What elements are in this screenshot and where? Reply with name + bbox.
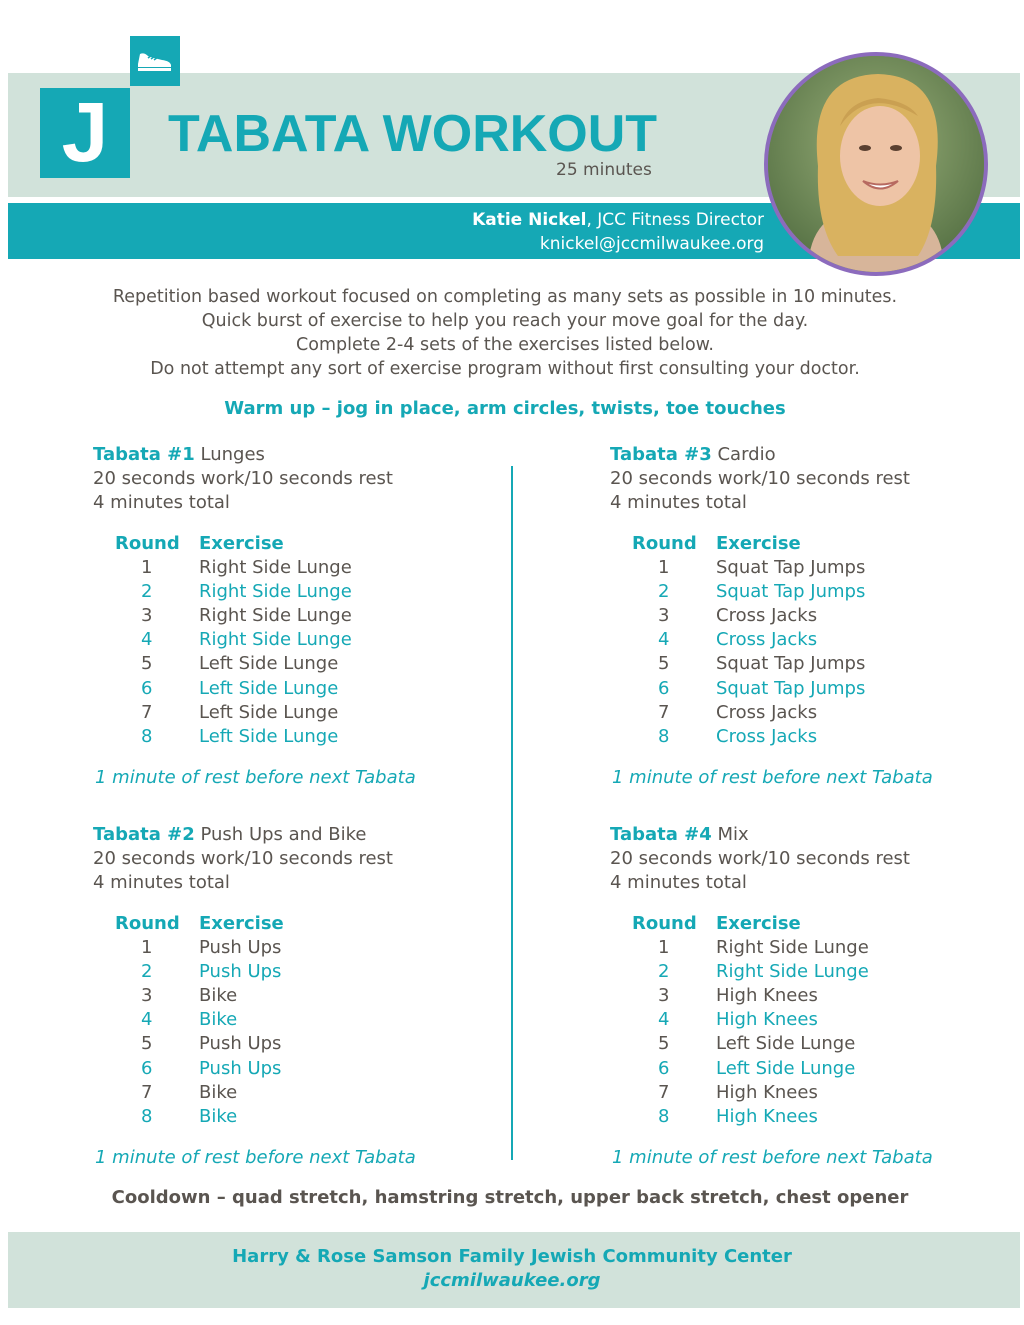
rounds-table [632,532,1010,749]
round-header: Round [115,533,180,554]
exercise-name: Left Side Lunge [199,653,339,675]
tabata-heading [93,443,493,467]
tabata-name: Push Ups and Bike [194,824,367,845]
exercise-name: Push Ups [199,937,282,959]
table-row [632,725,1010,749]
exercise-name: Left Side Lunge [199,677,339,699]
round-number: 4 [658,1009,670,1031]
rounds-table [115,912,493,1129]
tabata-number: Tabata #3 [610,444,712,465]
round-header: Round [632,913,697,934]
column-divider [511,466,513,1160]
round-number: 3 [658,985,670,1007]
exercise-name: Squat Tap Jumps [716,677,866,699]
round-header: Round [115,913,180,934]
table-row [632,960,1010,984]
exercise-name: Left Side Lunge [199,725,339,747]
round-number: 1 [141,937,153,959]
round-number: 8 [141,1105,153,1127]
exercise-name: High Knees [716,1009,818,1031]
tabata-name: Mix [711,824,749,845]
round-number: 3 [658,605,670,627]
exercise-name: Bike [199,985,238,1007]
round-number: 5 [141,1033,153,1055]
table-row [632,701,1010,725]
table-row [115,1081,493,1105]
round-number: 2 [658,581,670,603]
exercise-name: High Knees [716,1081,818,1103]
instructor-photo [764,52,988,276]
table-row [115,580,493,604]
tabata-name: Lunges [194,444,265,465]
exercise-name: Right Side Lunge [716,937,869,959]
table-row [115,725,493,749]
exercise-name: Squat Tap Jumps [716,581,866,603]
footer-org: Harry & Rose Samson Family Jewish Community Center [232,1246,792,1267]
exercise-name: Right Side Lunge [716,961,869,983]
instructor-name: Katie Nickel [472,210,587,230]
tabata-4-block [610,823,1010,1170]
round-number: 1 [141,557,153,579]
table-row [115,984,493,1008]
tabata-heading [610,823,1010,847]
intro-line: Repetition based workout focused on completing as many sets as possible in 10 minutes. [112,287,898,307]
table-row [632,1057,1010,1081]
tabata-3-block [610,443,1010,790]
round-number: 2 [141,961,153,983]
jcc-logo-letter: J [61,85,109,179]
table-row [115,652,493,676]
tabata-2-block [93,823,493,1170]
tabata-total: 4 minutes total [610,872,747,893]
round-number: 7 [141,1081,153,1103]
warmup-text: Warm up – jog in place, arm circles, twists, toe touches [224,398,786,419]
round-number: 7 [141,701,153,723]
sneaker-icon [130,36,180,86]
exercise-name: High Knees [716,1105,818,1127]
tabata-total: 4 minutes total [93,872,230,893]
exercise-name: Left Side Lunge [199,701,339,723]
table-row [115,1105,493,1129]
exercise-name: Right Side Lunge [199,581,352,603]
tabata-heading [610,443,1010,467]
tabata-name: Cardio [711,444,776,465]
exercise-name: Left Side Lunge [716,1057,856,1079]
round-number: 1 [658,937,670,959]
exercise-name: Bike [199,1105,238,1127]
exercise-name: Cross Jacks [716,629,818,651]
exercise-name: Push Ups [199,1057,282,1079]
table-row [115,677,493,701]
round-number: 5 [658,1033,670,1055]
rounds-table [632,912,1010,1129]
round-number: 2 [658,961,670,983]
rest-note: 1 minute of rest before next Tabata [95,766,416,788]
tabata-total: 4 minutes total [93,492,230,513]
round-number: 4 [658,629,670,651]
round-number: 4 [141,629,153,651]
table-header [115,912,493,936]
table-row [632,984,1010,1008]
instructor-info [472,208,764,256]
intro-line: Quick burst of exercise to help you reach your move goal for the day. [201,311,809,331]
round-number: 5 [658,653,670,675]
exercise-name: Squat Tap Jumps [716,653,866,675]
table-row [632,1008,1010,1032]
tabata-number: Tabata #2 [93,824,195,845]
table-row [115,960,493,984]
round-number: 6 [141,1057,153,1079]
rest-note: 1 minute of rest before next Tabata [95,1146,416,1168]
round-number: 1 [658,557,670,579]
exercise-name: Left Side Lunge [716,1033,856,1055]
exercise-name: Cross Jacks [716,725,818,747]
tabata-number: Tabata #1 [93,444,195,465]
tabata-total: 4 minutes total [610,492,747,513]
round-number: 8 [658,725,670,747]
exercise-name: Push Ups [199,961,282,983]
round-number: 8 [658,1105,670,1127]
exercise-name: Right Side Lunge [199,629,352,651]
round-number: 6 [658,677,670,699]
table-row [632,556,1010,580]
intro-text [0,285,1010,381]
table-row [632,1032,1010,1056]
round-number: 2 [141,581,153,603]
tabata-interval: 20 seconds work/10 seconds rest [610,468,910,489]
table-row [115,1008,493,1032]
round-number: 6 [658,1057,670,1079]
exercise-header: Exercise [199,913,284,934]
table-row [632,580,1010,604]
exercise-name: Right Side Lunge [199,605,352,627]
intro-line: Do not attempt any sort of exercise program without first consulting your doctor. [150,359,860,379]
table-row [632,628,1010,652]
rest-note: 1 minute of rest before next Tabata [612,766,933,788]
exercise-name: High Knees [716,985,818,1007]
workout-duration: 25 minutes [556,160,652,180]
tabata-number: Tabata #4 [610,824,712,845]
table-header [632,912,1010,936]
exercise-header: Exercise [716,533,801,554]
tabata-interval: 20 seconds work/10 seconds rest [610,848,910,869]
instructor-role: , JCC Fitness Director [586,210,764,230]
round-number: 3 [141,985,153,1007]
table-row [632,936,1010,960]
exercise-header: Exercise [199,533,284,554]
rounds-table [115,532,493,749]
table-row [115,556,493,580]
exercise-header: Exercise [716,913,801,934]
exercise-name: Bike [199,1081,238,1103]
table-row [632,1081,1010,1105]
exercise-name: Cross Jacks [716,605,818,627]
table-row [632,677,1010,701]
round-number: 3 [141,605,153,627]
intro-line: Complete 2-4 sets of the exercises listed below. [296,335,714,355]
exercise-name: Right Side Lunge [199,557,352,579]
round-header: Round [632,533,697,554]
table-row [115,1032,493,1056]
table-row [632,1105,1010,1129]
table-header [115,532,493,556]
round-number: 8 [141,725,153,747]
exercise-name: Cross Jacks [716,701,818,723]
cooldown-text: Cooldown – quad stretch, hamstring stretch, upper back stretch, chest opener [111,1187,909,1208]
table-row [632,604,1010,628]
table-row [115,604,493,628]
round-number: 4 [141,1009,153,1031]
exercise-name: Squat Tap Jumps [716,557,866,579]
round-number: 7 [658,701,670,723]
tabata-interval: 20 seconds work/10 seconds rest [93,468,393,489]
page-title: TABATA WORKOUT [168,105,658,163]
table-row [115,1057,493,1081]
round-number: 5 [141,653,153,675]
exercise-name: Push Ups [199,1033,282,1055]
round-number: 7 [658,1081,670,1103]
footer-url[interactable]: jccmilwaukee.org [423,1270,601,1291]
tabata-1-block [93,443,493,790]
tabata-heading [93,823,493,847]
instructor-email: knickel@jccmilwaukee.org [539,234,764,254]
table-header [632,532,1010,556]
table-row [632,652,1010,676]
rest-note: 1 minute of rest before next Tabata [612,1146,933,1168]
table-row [115,701,493,725]
tabata-interval: 20 seconds work/10 seconds rest [93,848,393,869]
round-number: 6 [141,677,153,699]
table-row [115,936,493,960]
table-row [115,628,493,652]
exercise-name: Bike [199,1009,238,1031]
